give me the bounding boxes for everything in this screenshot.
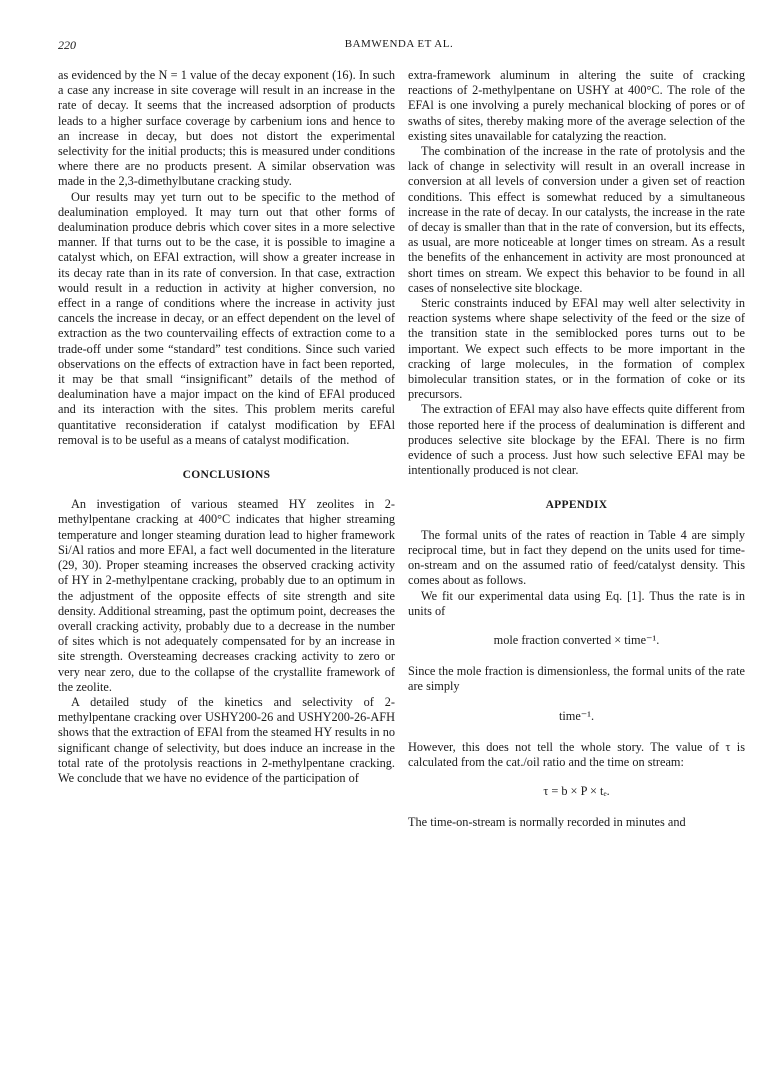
equation-tau: τ = b × P × tₑ. (543, 784, 610, 799)
right-paragraph-7: Since the mole fraction is dimensionless, the formal units of the rate are simply (408, 664, 745, 694)
right-paragraph-2: The combination of the increase in the rate of protolysis and the lack of change in selectivity will result in an overall increase in conversion at all levels of conversion under a given set of reaction conditions. This effect is somewhat reduced by a simultaneous increase in the rate of decay. In our catalysts, the increase in the rate of decay is smaller than that in the rate of conversion, but its effects, as usual, are more noticeable at longer times on stream. As a result the benefits of the enhancement in activity are most pronounced at short times on stream. We expect this behavior to be found in all cases of nonselective site blockage. (408, 144, 745, 295)
running-head: BAMWENDA ET AL. (344, 38, 454, 50)
left-paragraph-4: A detailed study of the kinetics and selectivity of 2-methylpentane cracking over USHY200-26 and USHY200-26-AFH shows that the extraction of EFAl from the steamed HY results in no significant change of selectivity, but does induce an increase in the total rate of the protolysis reactions in 2-methylpentane cracking. We conclude that we have no evidence of the participation of (58, 694, 395, 785)
right-paragraph-5: The formal units of the rates of reaction in Table 4 are simply reciprocal time, but in fact they depend on the units used for time-on-stream and on the assumed ratio of feed/catalyst density. This comes about as follows. (408, 527, 745, 588)
left-column (58, 68, 395, 786)
right-paragraph-3: Steric constraints induced by EFAl may well alter selectivity in reaction systems where shape selectivity of the feed or the size of the transition state in the semiblocked pores turns out to be important. We expect such effects to be more important in the cracking of large molecules, in the formation of complex bimolecular transition states, or in the formation of coke or its precursors. (408, 296, 745, 402)
conclusions-heading: CONCLUSIONS (182, 469, 271, 482)
right-paragraph-4: The extraction of EFAl may also have effects quite different from those reported here if the process of dealumination is different and produces selective site blockage by the EFAl. There is no firm evidence of such a process. Just how such selective EFAl may be intentionally produced is not clear. (408, 402, 745, 478)
left-paragraph-2: Our results may yet turn out to be specific to the method of dealumination employed. It may turn out that other forms of dealumination produce debris which cover sites in a more selective manner. If that turns out to be the case, it is possible to imagine a catalyst which, on EFAl extraction, will show a greater increase in its decay rate than in its rate of conversion. In that case, extraction would result in a reduction in activity at higher conversion, no effect in a range of conditions where the increase in activity just cancels the increase in decay, or an effect dependent on the level of extraction as the two countervailing effects of extraction come to a trade-off under some “standard” test conditions. Since such varied observations on the effects of extraction have in fact been reported, it may be that small “insignificant” details of the method of dealumination have a major impact on the kind of EFAl produced and its interaction with the sites. This problem merits careful quantitative reconsideration if catalyst modification by EFAl removal is to be useful as a means of catalyst modification. (58, 189, 395, 447)
right-paragraph-6: We fit our experimental data using Eq. [1]. Thus the rate is in units of (408, 588, 745, 618)
appendix-heading: APPENDIX (545, 499, 608, 512)
equation-rate-units: mole fraction converted × time⁻¹. (493, 632, 660, 647)
right-paragraph-1: extra-framework aluminum in altering the suite of cracking reactions of 2-methylpentane on USHY at 400°C. The role of the EFAl is one involving a purely mechanical blocking of pores or of swaths of sites, thereby making more of the average selection of the existing sites unavailable for catalyzing the reaction. (408, 68, 745, 143)
left-paragraph-3: An investigation of various steamed HY zeolites in 2-methylpentane cracking at 400°C indicates that higher streaming temperature and longer steaming duration lead to higher framework Si/Al ratios and more EFAl, a fact well documented in the literature (29, 30). Proper steaming increases the observed cracking activity of HY in 2-methylpentane cracking, probably due to an optimum in the adjustment of the opposite effects of site strength and site density. Additional streaming, past the optimum point, decreases the overall cracking activity, probably due to a decrease in the number of sites which is not adequately compensated for by an increase in site strength. Oversteaming decreases cracking activity to zero or very near zero, due to the collapse of the crystallite framework of the zeolite. (58, 497, 395, 694)
equation-time-units: time⁻¹. (558, 708, 595, 723)
right-column (408, 68, 745, 831)
left-paragraph-1: as evidenced by the N = 1 value of the decay exponent (16). In such a case any increase in site coverage will result in an increase in the rate of decay. It seems that the increased adsorption of products leads to a higher surface coverage by carbenium ions and hence to an increase in decay, but does not distort the experimental selectivity for the initial products; this is measured under conditions where there are no products present. A similar observation was made in the 2,3-dimethylbutane cracking study. (58, 68, 395, 189)
page-header (58, 38, 740, 56)
page-number: 220 (58, 38, 76, 52)
right-paragraph-9: The time-on-stream is normally recorded in minutes and (408, 815, 686, 830)
right-paragraph-8: However, this does not tell the whole story. The value of τ is calculated from the cat./oil ratio and the time on stream: (408, 739, 745, 769)
